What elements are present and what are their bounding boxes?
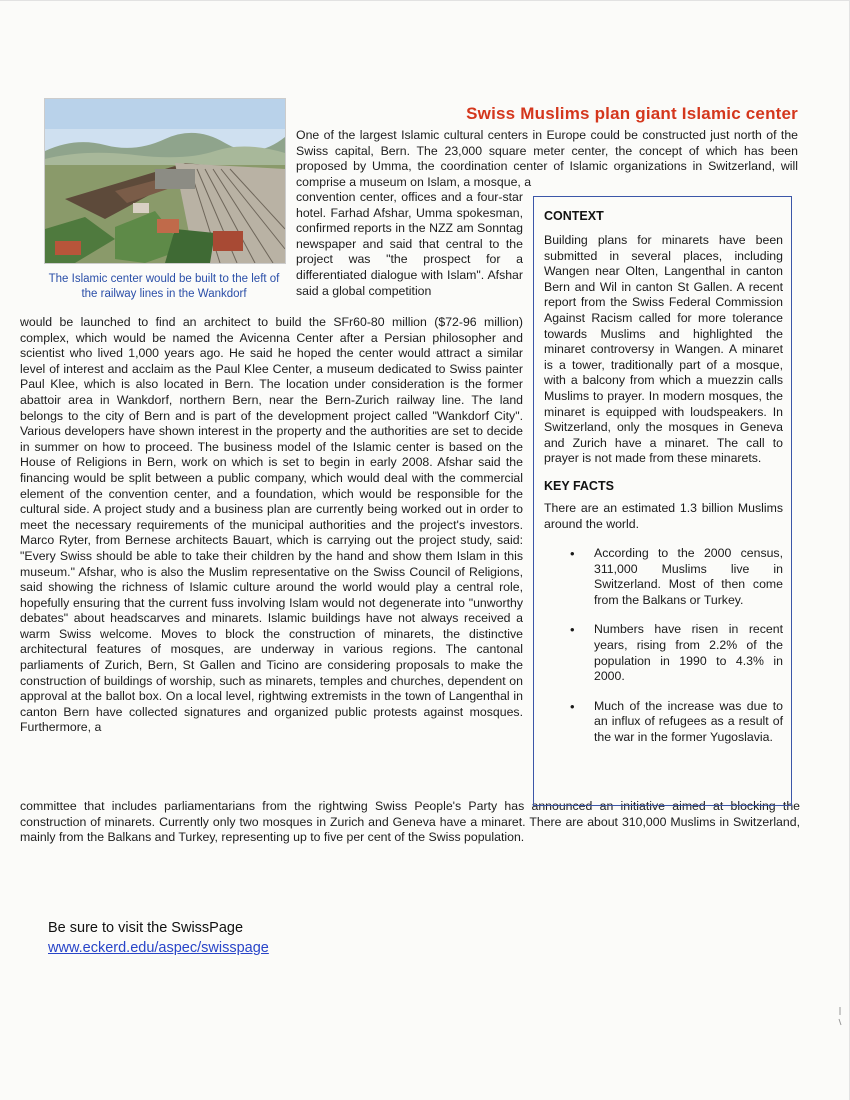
key-fact-item [544, 546, 783, 608]
article-photo [44, 98, 286, 264]
key-fact-item [544, 699, 783, 746]
key-facts-heading: KEY FACTS [544, 478, 614, 493]
context-heading: CONTEXT [544, 209, 604, 223]
article-narrow-column: convention center, offices and a four-star hotel. Farhad Afshar, Umma spokesman, confirmed reports in the NZZ am Sonntag newspaper and said that central to the project was "the prospect for a differentiated dialogue with Islam". Afshar said a global competition [296, 190, 523, 298]
context-text: Building plans for minarets have been submitted in several places, including Wangen near Olten, Langenthal in canton Bern and Wil in canton St Gallen. A recent report from the Swiss Federal Commission Against Racism called for more tolerance towards Muslims and highlighted the minaret controversy in Wangen. A minaret is a tower, traditionally part of a mosque, with a balcony from which a muezzin calls Muslims to prayer. In modern mosques, the minaret is equipped with loudspeakers. In Switzerland, only the mosques in Geneva and Zurich have a minaret. The call to prayer is not made from these minarets. [544, 233, 783, 466]
key-fact-text: According to the 2000 census, 311,000 Muslims live in Switzerland. Most of then come from the Balkans or Turkey. [594, 546, 783, 607]
photo-caption: The Islamic center would be built to the left of the railway lines in the Wankdorf [48, 273, 280, 300]
article-ending: committee that includes parliamentarians from the rightwing Swiss People's Party has announced an initiative aimed at blocking the construction of minarets. Currently only two mosques in Zurich and Geneva have a minaret. There are about 310,000 Muslims in Switzerland, mainly from the Balkans and Turkey, representing up to five per cent of the Swiss population. [20, 799, 800, 845]
scan-speck [838, 1007, 842, 1027]
visit-text: Be sure to visit the SwissPage [48, 920, 244, 936]
key-fact-item [544, 622, 783, 684]
article-main-column: would be launched to find an architect to build the SFr60-80 million ($72-96 million) complex, which would be named the Avicenna Center after a Persian philosopher and scientist who lived 1,000 years ago. He said he hoped the center would attract a similar level of interest and acclaim as the Paul Klee Center, a museum dedicated to Swiss painter Paul Klee, which is also located in Bern. The location under consideration is the former abattoir area in Wankdorf, northern Bern, near the Bern-Zurich railway line. The land belongs to the city of Bern and is part of the development project called "Wankdorf City". Various developers have shown interest in the property and the authorities are set to decide in summer on how to proceed. The business model of the Islamic center is based on the House of Religions in Bern, work on which is set to begin in early 2008. Afshar said the financing would be split between a public company, which would deal with the commercial element of the convention center, and a foundation, which would be responsible for the cultural side. A project study and a business plan are currently being worked out in order to meet the necessary requirements of the municipal authorities and the project's investors. Marco Ryter, from Bernese architects Bauart, which is carrying out the project study, said: "Every Swiss should be able to take their children by the hand and show them Islam in this museum." Afshar, who is also the Muslim representative on the Swiss Council of Religions, said showing the richness of Islamic culture around the world would play a central role, hopefully ensuring that the current fuss involving Islam would not degenerate into "unworthy debates" about headscarves and minarets. Islamic buildings have not always received a warm Swiss welcome. Moves to block the construction of minarets, the distinctive architectural features of mosques, are underway in various regions. The cantonal parliaments of Zurich, Bern, St Gallen and Ticino are considering proposals to make the construction of buildings of worship, such as minarets, temples and churches, dependent on approval at the ballot box. On a local level, rightwing extremists in the town of Langenthal in canton Bern have collected signatures and organized public protests against mosques. Furthermore, a [20, 315, 523, 735]
key-facts-list [544, 546, 783, 746]
article-headline: Swiss Muslims plan giant Islamic center [466, 104, 798, 123]
article-intro: One of the largest Islamic cultural centers in Europe could be constructed just north of the Swiss capital, Bern. The 23,000 square meter center, the concept of which has been proposed by Umma, the coordination center of Islamic organizations in Switzerland, will comprise a museum on Islam, a mosque, a [296, 128, 798, 189]
key-facts-intro: There are an estimated 1.3 billion Muslims around the world. [544, 500, 783, 531]
key-fact-text: Numbers have risen in recent years, rising from 2.2% of the population in 1990 to 4.3% in 2000. [594, 622, 783, 684]
bullet-icon: • [570, 698, 575, 714]
bullet-icon: • [570, 546, 575, 562]
bullet-icon: • [570, 622, 575, 638]
key-fact-text: Much of the increase was due to an influx of refugees as a result of the war in the former Yugoslavia. [594, 698, 783, 745]
context-sidebar [533, 196, 792, 806]
visit-note [48, 918, 269, 958]
swisspage-link[interactable]: www.eckerd.edu/aspec/swisspage [48, 940, 269, 956]
